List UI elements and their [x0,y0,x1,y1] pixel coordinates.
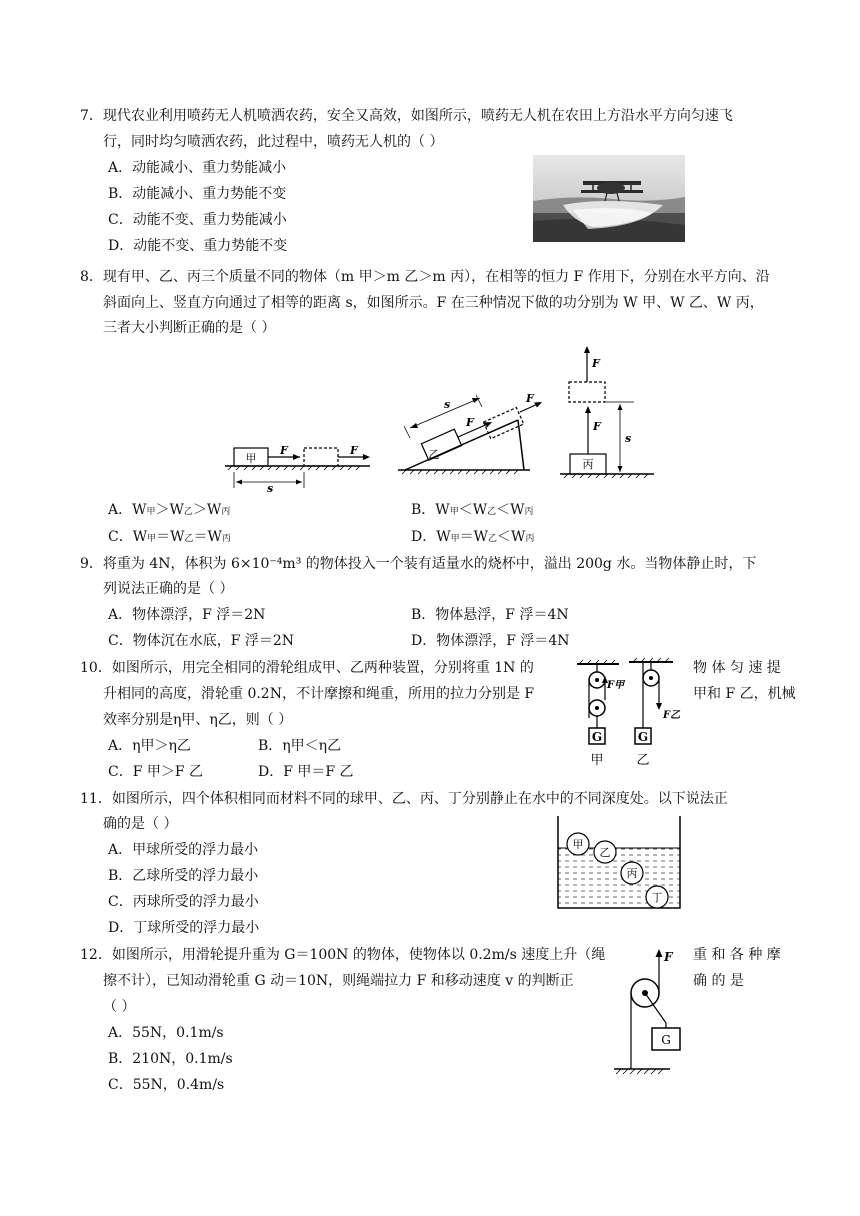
q8-option-a[interactable]: A．W甲＞W乙＞W丙 [108,502,231,518]
label-Fjia: F甲 [607,680,625,691]
q12-pulley-diagram [614,943,690,1079]
label-F4: F [526,392,534,405]
q10-stem-line1: 10．如图所示，用完全相同的滑轮组成甲、乙两种装置，分别将重 1N 的 [80,660,534,676]
q8-stem-line1: 8．现有甲、乙、丙三个质量不同的物体（m 甲＞m 乙＞m 丙），在相等的恒力 F 作用下，分别在水平方向、沿 [80,269,770,285]
q12-option-a[interactable]: A．55N，0.1m/s [108,1025,224,1041]
q7-stem-line1: 7．现代农业利用喷药无人机喷洒农药，安全又高效，如图所示，喷药无人机在农田上方沿水平方向匀速飞 [80,108,733,124]
ball-bing: 丙 [626,867,638,880]
ball-yi: 乙 [599,846,611,859]
q7-stem-line2: 行，同时均匀喷洒农药，此过程中，喷药无人机的（ ） [103,134,444,150]
q11-stem-line2: 确的是（ ） [103,816,178,832]
q8-stem-line2: 斜面向上、竖直方向通过了相等的距离 s，如图所示。F 在三种情况下做的功分别为 W 甲、W 乙、W 丙， [103,295,764,311]
ball-jia: 甲 [572,838,584,851]
q11-option-d[interactable]: D．丁球所受的浮力最小 [108,920,260,936]
q8-option-b[interactable]: B．W甲＜W乙＜W丙 [411,502,534,518]
q10-pulley-diagrams [575,658,681,768]
q7-option-d[interactable]: D．动能不变、重力势能不变 [108,238,288,254]
label-s2: s [444,398,451,411]
label-F1: F [280,444,288,457]
q7-option-c[interactable]: C．动能不变、重力势能减小 [108,212,287,228]
label-bing: 丙 [582,458,594,471]
label-F2: F [350,444,358,457]
q10-stem-line1-right: 物 体 匀 速 提 [693,660,781,676]
label-F3: F [466,416,474,429]
crop-duster-photo [533,155,685,242]
q9-stem-line2: 列说法正确的是（ ） [103,581,234,597]
q11-stem-line1: 11．如图所示，四个体积相同而材料不同的球甲、乙、丙、丁分别静止在水中的不同深度处。以下说法正 [80,791,728,807]
ball-ding: 丁 [651,891,663,904]
q12-option-c[interactable]: C．55N，0.4m/s [108,1077,225,1093]
q8-force-diagrams [220,342,660,495]
q8-option-d[interactable]: D．W甲＝W乙＜W丙 [411,529,535,545]
label-G2: G [637,730,649,744]
q12-option-b[interactable]: B．210N，0.1m/s [108,1051,233,1067]
vertical-case [560,348,654,478]
q11-option-c[interactable]: C．丙球所受的浮力最小 [108,894,259,910]
q10-stem-line3: 效率分别是η甲、η乙，则（ ） [103,712,293,728]
q10-option-c[interactable]: C．F 甲＞F 乙 [108,764,204,780]
q10-option-b[interactable]: B．η甲＜η乙 [258,738,342,754]
q10-option-a[interactable]: A．η甲＞η乙 [108,738,191,754]
q7-option-a[interactable]: A．动能减小、重力势能减小 [108,160,287,176]
q10-stem-line2-right: 甲和 F 乙，机械 [693,686,796,702]
q7-option-b[interactable]: B．动能减小、重力势能不变 [108,186,287,202]
label-F12: F [664,950,673,964]
q9-stem-line1: 9．将重为 4N，体积为 6×10⁻⁴m³ 的物体投入一个装有适量水的烧杯中，溢出 200g 水。当物体静止时，下 [80,556,757,572]
label-s3: s [625,432,632,445]
q8-option-c[interactable]: C．W甲＝W乙＝W丙 [108,529,231,545]
q11-option-b[interactable]: B．乙球所受的浮力最小 [108,868,259,884]
label-jia10: 甲 [590,753,604,768]
q12-stem-line2-right: 确 的 是 [693,973,744,989]
label-F6: F [592,357,600,370]
q11-beaker-diagram [556,816,682,910]
label-G12: G [661,1033,671,1047]
q10-stem-line2: 升相同的高度，滑轮重 0.2N，不计摩擦和绳重，所用的拉力分别是 F [103,686,535,702]
q12-stem-line3: （ ） [103,999,136,1015]
q9-option-d[interactable]: D．物体漂浮，F 浮＝4N [411,633,570,649]
incline-case [398,395,540,474]
label-Fyi: F乙 [663,710,681,721]
label-jia: 甲 [245,452,257,465]
label-F5: F [593,420,601,433]
q11-option-a[interactable]: A．甲球所受的浮力最小 [108,842,259,858]
label-G1: G [591,730,603,744]
label-yi10: 乙 [636,753,650,768]
q12-stem-line2: 擦不计），已知动滑轮重 G 动＝10N，则绳端拉力 F 和移动速度 v 的判断正 [103,973,574,989]
q9-option-a[interactable]: A．物体漂浮，F 浮＝2N [108,607,266,623]
q12-stem-line1-right: 重 和 各 种 摩 [693,947,781,963]
q10-option-d[interactable]: D．F 甲＝F 乙 [258,764,354,780]
label-s1: s [267,482,274,495]
q8-stem-line3: 三者大小判断正确的是（ ） [103,320,276,336]
q9-option-b[interactable]: B．物体悬浮，F 浮＝4N [411,607,569,623]
label-yi: 乙 [428,448,440,461]
q9-option-c[interactable]: C．物体沉在水底，F 浮＝2N [108,633,295,649]
q12-stem-line1: 12．如图所示，用滑轮提升重为 G＝100N 的物体，使物体以 0.2m/s 速度上升（绳 [80,947,606,963]
